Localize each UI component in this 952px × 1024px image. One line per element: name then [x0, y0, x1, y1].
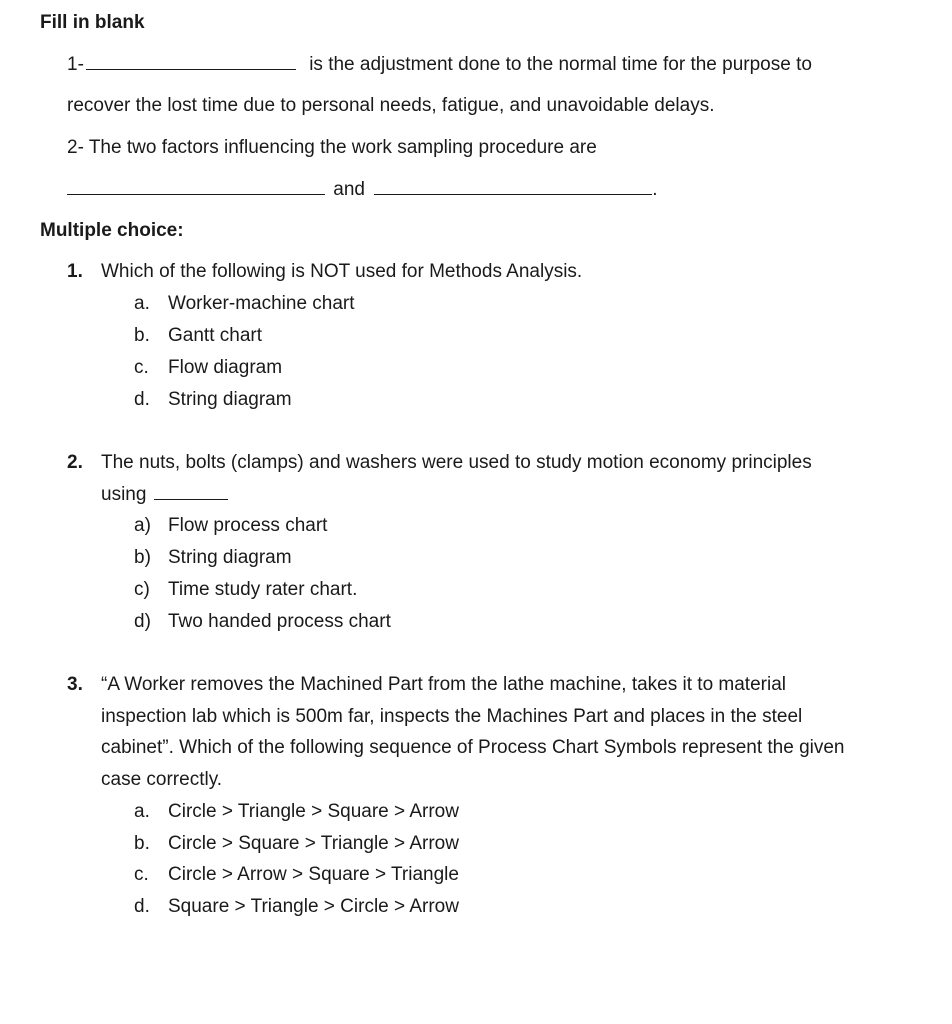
fib-q1-line2: recover the lost time due to personal needs, fatigue, and unavoidable delays. [67, 95, 715, 116]
fill-in-blank-heading: Fill in blank [40, 12, 145, 33]
mc-q1-option-a[interactable] [134, 293, 355, 315]
option-letter: b) [134, 547, 151, 568]
mc-q3-number: 3. [67, 674, 83, 695]
option-letter: d. [134, 389, 150, 410]
mc-q1-text: Which of the following is NOT used for Methods Analysis. [101, 261, 583, 282]
fib-q2-end-punct: . [652, 179, 658, 200]
fib-q2-blank-2[interactable] [374, 193, 652, 195]
mc-q2-blank[interactable] [154, 498, 228, 500]
mc-q3-option-a[interactable] [134, 801, 459, 823]
mc-q2-option-a[interactable] [134, 515, 327, 537]
mc-q2-option-c[interactable] [134, 579, 357, 601]
mc-q3-option-b[interactable] [134, 833, 459, 855]
option-text: Gantt chart [168, 325, 262, 346]
option-text: Circle > Arrow > Square > Triangle [168, 864, 459, 885]
mc-q2-option-d[interactable] [134, 611, 391, 633]
option-letter: c. [134, 864, 149, 885]
mc-q3-text-line3: cabinet”. Which of the following sequence of Process Chart Symbols represent the given [101, 737, 845, 758]
option-text: Flow diagram [168, 357, 283, 378]
fib-q2-connector: and [333, 179, 365, 200]
mc-q3-text-line2: inspection lab which is 500m far, inspects the Machines Part and places in the steel [101, 706, 803, 727]
option-letter: a. [134, 293, 150, 314]
option-letter: a) [134, 515, 151, 536]
option-letter: a. [134, 801, 150, 822]
fib-q1-text: is the adjustment done to the normal time for the purpose to [309, 54, 812, 75]
mc-q1-option-b[interactable] [134, 325, 262, 347]
mc-q2-text-line1: The nuts, bolts (clamps) and washers were used to study motion economy principles [101, 452, 812, 473]
option-letter: b. [134, 833, 150, 854]
option-text: Worker-machine chart [168, 293, 355, 314]
mc-q3-text-line1: “A Worker removes the Machined Part from the lathe machine, takes it to material [101, 674, 786, 695]
mc-q2-option-b[interactable] [134, 547, 292, 569]
option-text: String diagram [168, 389, 292, 410]
option-letter: b. [134, 325, 150, 346]
option-letter: c. [134, 357, 149, 378]
option-text: Circle > Square > Triangle > Arrow [168, 833, 459, 854]
mc-q2-number: 2. [67, 452, 83, 473]
option-text: Time study rater chart. [168, 579, 358, 600]
option-text: Square > Triangle > Circle > Arrow [168, 896, 459, 917]
fib-q1-line1 [67, 54, 812, 76]
option-text: Circle > Triangle > Square > Arrow [168, 801, 459, 822]
multiple-choice-heading: Multiple choice: [40, 220, 184, 241]
option-letter: d) [134, 611, 151, 632]
option-letter: d. [134, 896, 150, 917]
fib-q2-blanks-line [67, 179, 658, 201]
mc-q1-number: 1. [67, 261, 83, 282]
mc-q1-option-d[interactable] [134, 389, 292, 411]
option-text: Two handed process chart [168, 611, 391, 632]
option-letter: c) [134, 579, 150, 600]
mc-q3-text-line4: case correctly. [101, 769, 223, 790]
fib-q1-number: 1- [67, 54, 84, 75]
option-text: String diagram [168, 547, 292, 568]
fib-q1-blank[interactable] [86, 68, 296, 70]
mc-q1-option-c[interactable] [134, 357, 282, 379]
fib-q2-text: 2- The two factors influencing the work sampling procedure are [67, 137, 597, 158]
mc-q2-text-line2 [101, 484, 228, 506]
option-text: Flow process chart [168, 515, 328, 536]
mc-q3-option-c[interactable] [134, 864, 459, 886]
mc-q3-option-d[interactable] [134, 896, 459, 918]
mc-q2-using: using [101, 484, 147, 505]
fib-q2-blank-1[interactable] [67, 193, 325, 195]
